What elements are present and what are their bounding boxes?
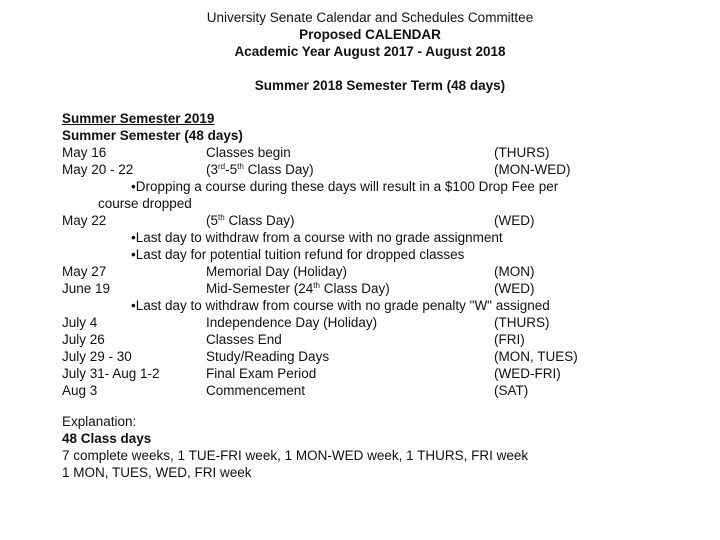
event-note: •Last day to withdraw from a course with no grade assignment xyxy=(131,230,503,245)
event-note: •Dropping a course during these days will result in a $100 Drop Fee per xyxy=(131,179,559,194)
class-days-total: 48 Class days xyxy=(62,431,152,446)
semester-title: Summer Semester 2019 xyxy=(62,111,215,126)
event-note: •Last day to withdraw from course with no grade penalty "W" assigned xyxy=(131,298,550,313)
explanation-line: 7 complete weeks, 1 TUE-FRI week, 1 MON-WED week, 1 THURS, FRI week xyxy=(62,448,529,463)
event-date: June 19 xyxy=(62,281,111,296)
term-heading: Summer 2018 Semester Term (48 days) xyxy=(254,78,506,93)
event-description: Classes End xyxy=(206,332,282,347)
event-day: (WED) xyxy=(494,213,535,228)
event-day: (MON) xyxy=(494,264,535,279)
event-date: May 27 xyxy=(62,264,107,279)
semester-subtitle: Summer Semester (48 days) xyxy=(62,128,243,143)
event-day: (THURS) xyxy=(494,315,550,330)
event-description: Mid-Semester (24th Class Day) xyxy=(206,281,390,296)
event-day: (FRI) xyxy=(494,332,525,347)
event-date: May 16 xyxy=(62,145,107,160)
event-day: (WED-FRI) xyxy=(494,366,561,381)
event-day: (MON, TUES) xyxy=(494,349,578,364)
event-description: (5th Class Day) xyxy=(206,213,295,228)
event-date: July 4 xyxy=(62,315,98,330)
event-day: (MON-WED) xyxy=(494,162,571,177)
event-date: May 20 - 22 xyxy=(62,162,134,177)
event-description: Final Exam Period xyxy=(206,366,317,381)
academic-year: Academic Year August 2017 - August 2018 xyxy=(234,44,506,59)
explanation-label: Explanation: xyxy=(62,414,137,429)
event-description: (3rd-5th Class Day) xyxy=(206,162,314,177)
event-note: •Last day for potential tuition refund for dropped classes xyxy=(131,247,465,262)
event-date: July 31- Aug 1-2 xyxy=(62,366,160,381)
calendar-title: Proposed CALENDAR xyxy=(299,27,441,42)
event-description: Classes begin xyxy=(206,145,291,160)
event-description: Study/Reading Days xyxy=(206,349,330,364)
event-day: (WED) xyxy=(494,281,535,296)
event-date: July 29 - 30 xyxy=(62,349,132,364)
event-date: May 22 xyxy=(62,213,107,228)
event-date: Aug 3 xyxy=(62,383,98,398)
event-description: Commencement xyxy=(206,383,306,398)
event-day: (SAT) xyxy=(494,383,529,398)
event-description: Memorial Day (Holiday) xyxy=(206,264,348,279)
event-date: July 26 xyxy=(62,332,105,347)
committee-name: University Senate Calendar and Schedules Committee xyxy=(206,10,534,25)
event-note-continuation: course dropped xyxy=(98,196,192,211)
event-day: (THURS) xyxy=(494,145,550,160)
event-description: Independence Day (Holiday) xyxy=(206,315,378,330)
explanation-line: 1 MON, TUES, WED, FRI week xyxy=(62,465,252,480)
